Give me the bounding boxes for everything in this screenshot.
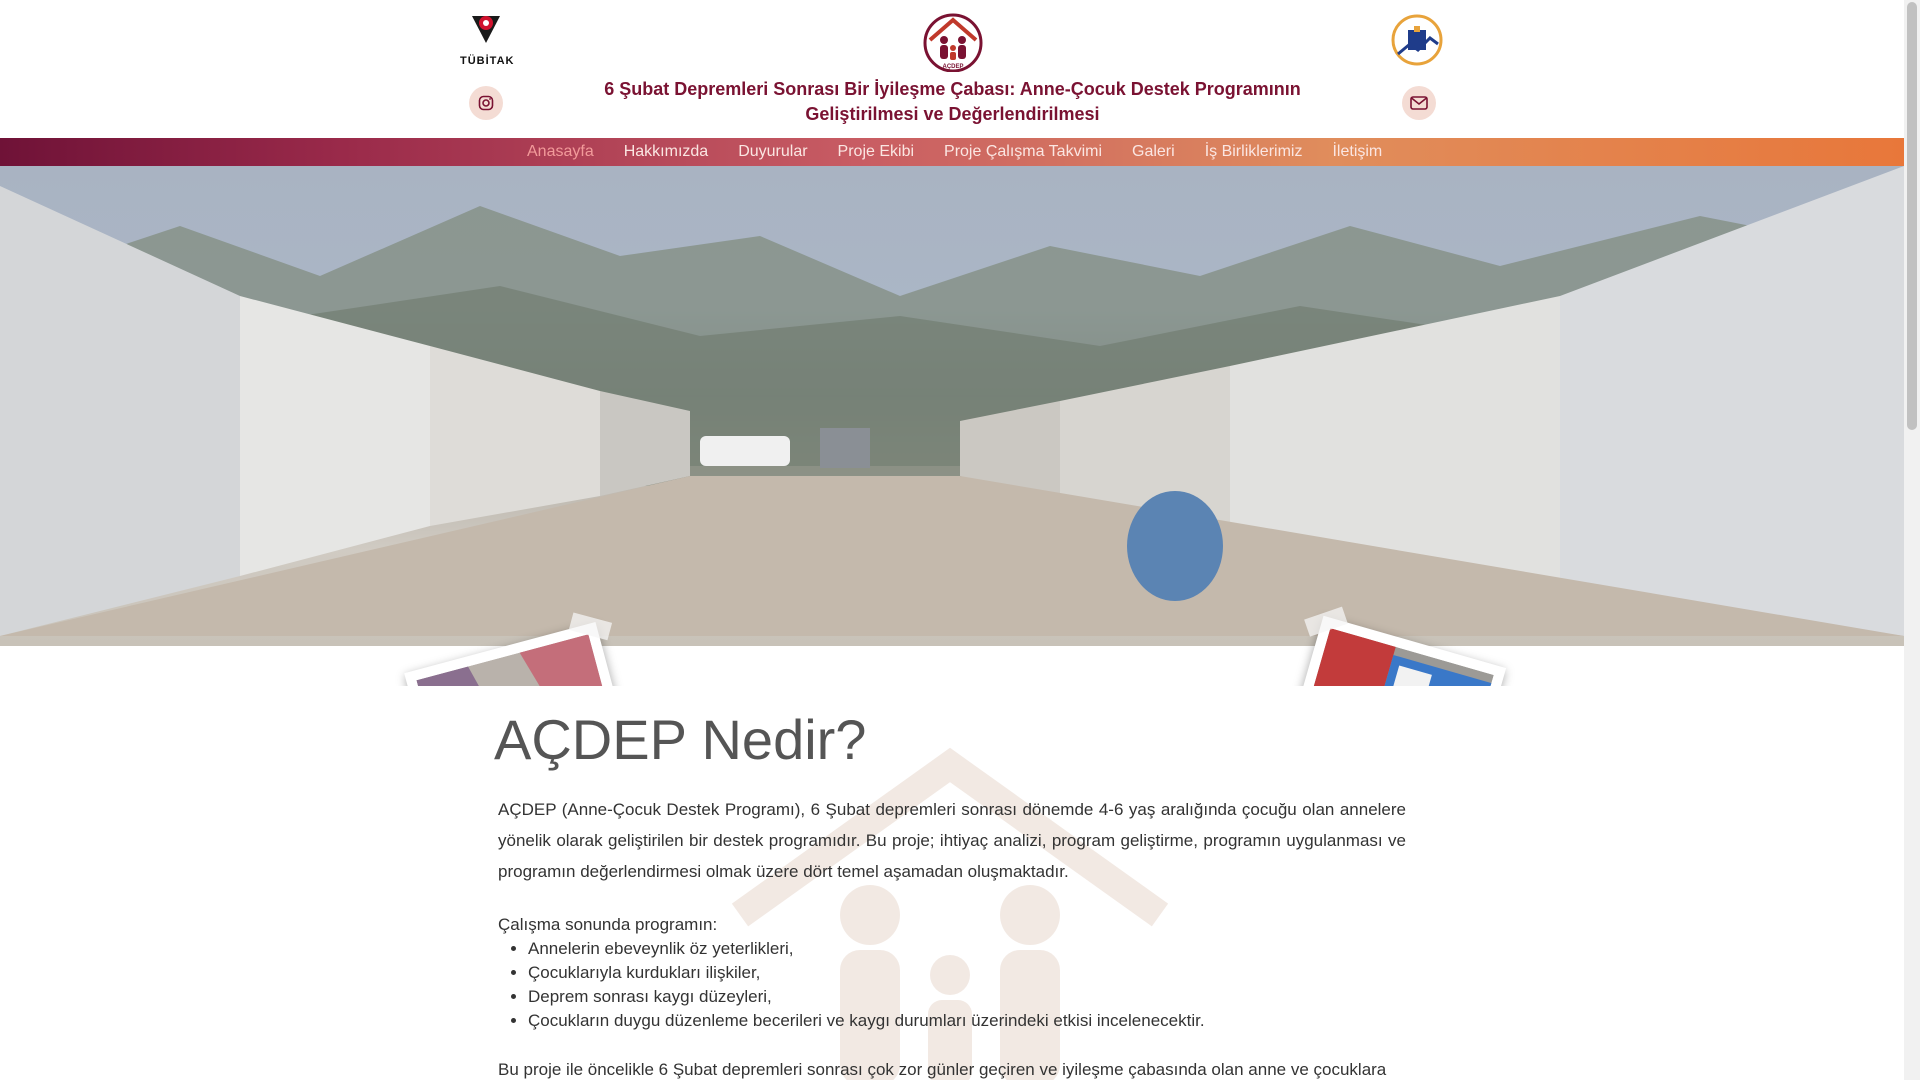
list-item: • Deprem sonrası kaygı düzeyleri,	[528, 985, 1406, 1009]
instagram-icon	[478, 95, 494, 111]
nav-item-proje-calisma-takvimi[interactable]: Proje Çalışma Takvimi	[944, 143, 1102, 160]
outcome-list	[498, 937, 1406, 1033]
university-logo[interactable]	[1388, 14, 1446, 66]
tubitak-emblem-icon	[468, 10, 504, 46]
hero-banner	[0, 166, 1904, 686]
nav-item-hakkimizda[interactable]: Hakkımızda	[623, 143, 709, 160]
intro-paragraph: AÇDEP (Anne-Çocuk Destek Programı), 6 Şubat depremleri sonrası dönemde 4-6 yaş aralığında çocuğu olan annelere yönelik olarak geliştirilen bir destek programıdır. Bu proje; ihtiyaç analizi, program geliştirme, programın uygulanması ve programın değerlendirmesi olmak üzere dört temel aşamadan oluşmaktadır.	[498, 800, 1406, 881]
hero-background-image	[0, 166, 1904, 646]
list-item: • Çocuklarıyla kurdukları ilişkiler,	[528, 961, 1406, 985]
main-content	[494, 700, 1406, 1080]
site-title	[590, 77, 1315, 127]
page-heading: AÇDEP Nedir?	[494, 708, 867, 771]
container-camp-illustration	[0, 166, 1904, 646]
acdep-house-icon	[918, 10, 988, 72]
mail-icon	[1410, 96, 1428, 110]
site-title-line1: 6 Şubat Depremleri Sonrası Bir İyileşme Çabası: Anne-Çocuk Destek Programının	[604, 79, 1301, 99]
site-title-line2: Geliştirilmesi ve Değerlendirilmesi	[805, 104, 1100, 124]
main-navigation	[0, 138, 1904, 166]
instagram-button[interactable]	[469, 86, 503, 120]
acdep-logo-text: AÇDEP	[942, 64, 964, 70]
nav-item-iletisim[interactable]: İletişim	[1332, 143, 1383, 160]
closing-paragraph: Bu proje ile öncelikle 6 Şubat depremleri sonrası çok zor günler geçiren ve iyileşme çabasında olan anne ve çocuklara	[498, 1060, 1387, 1079]
nav-item-duyurular[interactable]: Duyurular	[738, 143, 808, 160]
tubitak-logo[interactable]	[460, 10, 515, 68]
nav-item-proje-ekibi[interactable]: Proje Ekibi	[837, 143, 915, 160]
mail-button[interactable]	[1402, 86, 1436, 120]
torn-paper-edge	[0, 636, 1904, 686]
list-intro: Çalışma sonunda programın:	[498, 915, 718, 934]
page-scrollbar[interactable]	[1904, 0, 1920, 1080]
tubitak-logo-text: TÜBİTAK	[460, 55, 515, 67]
list-item: • Annelerin ebeveynlik öz yeterlikleri,	[528, 937, 1406, 961]
scrollbar-thumb[interactable]	[1907, 2, 1917, 430]
nav-item-galeri[interactable]: Galeri	[1132, 143, 1175, 160]
nav-item-anasayfa[interactable]: Anasayfa	[527, 143, 594, 160]
site-header	[0, 0, 1904, 138]
list-item: • Çocukların duygu düzenleme becerileri ve kaygı durumları üzerindeki etkisi incelenecektir.	[528, 1009, 1406, 1033]
nav-item-is-birliklerimiz[interactable]: İş Birliklerimiz	[1204, 143, 1303, 160]
acdep-logo[interactable]	[918, 10, 988, 72]
university-seal-icon	[1388, 14, 1446, 66]
